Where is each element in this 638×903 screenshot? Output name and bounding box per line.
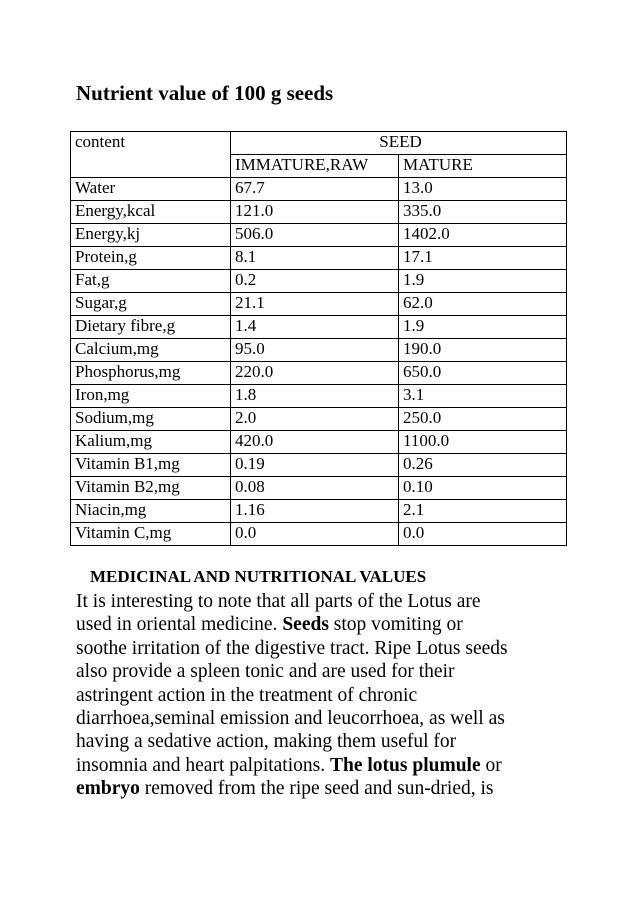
mature-value-cell: 1.9 (399, 316, 567, 339)
nutrient-name-cell: Fat,g (71, 270, 231, 293)
page-title: Nutrient value of 100 g seeds (76, 81, 334, 105)
mature-value-cell: 335.0 (399, 201, 567, 224)
immature-value-cell: 1.8 (231, 385, 399, 408)
nutrient-name-cell: Water (71, 178, 231, 201)
text-span: diarrhoea,seminal emission and leucorrhoea, as well as (76, 708, 505, 730)
mature-value-cell: 0.26 (399, 454, 567, 477)
table-row (71, 408, 567, 431)
immature-value-cell: 121.0 (231, 201, 399, 224)
nutrient-name-cell: Calcium,mg (71, 339, 231, 362)
mature-value-cell: 250.0 (399, 408, 567, 431)
table-row (71, 362, 567, 385)
mature-value-cell: 13.0 (399, 178, 567, 201)
immature-value-cell: 2.0 (231, 408, 399, 431)
immature-value-cell: 420.0 (231, 431, 399, 454)
text-span: astringent action in the treatment of chronic (76, 684, 418, 706)
text-span: having a sedative action, making them useful for (76, 731, 457, 753)
nutrient-name-cell: Vitamin B2,mg (71, 477, 231, 500)
nutrient-name-cell: Energy,kj (71, 224, 231, 247)
table-row (71, 178, 567, 201)
nutrient-name-cell: Sugar,g (71, 293, 231, 316)
table-row (71, 316, 567, 339)
table-row (71, 270, 567, 293)
nutrient-name-cell: Dietary fibre,g (71, 316, 231, 339)
immature-value-cell: 1.4 (231, 316, 399, 339)
mature-value-cell: 62.0 (399, 293, 567, 316)
body-paragraph (76, 590, 546, 801)
table-row (71, 201, 567, 224)
text-span: insomnia and heart palpitations. (76, 754, 330, 776)
table-row (71, 523, 567, 546)
nutrient-name-cell: Sodium,mg (71, 408, 231, 431)
mature-value-cell: 1402.0 (399, 224, 567, 247)
table-row (71, 224, 567, 247)
bold-term: embryo (76, 778, 140, 800)
table-row (71, 385, 567, 408)
nutrient-name-cell: Vitamin B1,mg (71, 454, 231, 477)
paragraph-line (76, 613, 546, 636)
table-row (71, 339, 567, 362)
mature-value-cell: 0.0 (399, 523, 567, 546)
table-row (71, 477, 567, 500)
mature-value-cell: 2.1 (399, 500, 567, 523)
seed-group-header: SEED (231, 132, 567, 155)
mature-value-cell: 17.1 (399, 247, 567, 270)
text-span: soothe irritation of the digestive tract. Ripe Lotus seeds (76, 637, 508, 659)
paragraph-line (76, 777, 546, 800)
immature-value-cell: 0.08 (231, 477, 399, 500)
table-header-row (71, 132, 567, 155)
text-span: removed from the ripe seed and sun-dried, is (139, 778, 494, 800)
immature-value-cell: 8.1 (231, 247, 399, 270)
table-row (71, 293, 567, 316)
immature-value-cell: 220.0 (231, 362, 399, 385)
mature-value-cell: 3.1 (399, 385, 567, 408)
table-row (71, 454, 567, 477)
mature-value-cell: 1100.0 (399, 431, 567, 454)
paragraph-line (76, 730, 546, 753)
mature-value-cell: 650.0 (399, 362, 567, 385)
mature-value-cell: 0.10 (399, 477, 567, 500)
paragraph-line (76, 660, 546, 683)
immature-value-cell: 95.0 (231, 339, 399, 362)
content-column-header: content (71, 132, 231, 178)
immature-value-cell: 506.0 (231, 224, 399, 247)
text-span: also provide a spleen tonic and are used for their (76, 661, 455, 683)
nutrient-name-cell: Kalium,mg (71, 431, 231, 454)
table-row (71, 247, 567, 270)
nutrient-name-cell: Protein,g (71, 247, 231, 270)
nutrient-name-cell: Energy,kcal (71, 201, 231, 224)
immature-value-cell: 0.19 (231, 454, 399, 477)
mature-value-cell: 1.9 (399, 270, 567, 293)
nutrient-name-cell: Vitamin C,mg (71, 523, 231, 546)
immature-value-cell: 0.2 (231, 270, 399, 293)
table-row (71, 500, 567, 523)
mature-column-header: MATURE (399, 155, 567, 178)
text-span: stop vomiting or (328, 614, 463, 636)
text-span: used in oriental medicine. (76, 614, 283, 636)
table-row (71, 431, 567, 454)
bold-term: The lotus plumule (330, 754, 481, 776)
bold-term: Seeds (282, 614, 329, 636)
nutrient-name-cell: Niacin,mg (71, 500, 231, 523)
paragraph-line (76, 590, 546, 613)
nutrient-name-cell: Phosphorus,mg (71, 362, 231, 385)
immature-value-cell: 67.7 (231, 178, 399, 201)
nutrient-name-cell: Iron,mg (71, 385, 231, 408)
text-span: or (480, 754, 502, 776)
text-span: It is interesting to note that all parts of the Lotus are (76, 591, 481, 612)
paragraph-line (76, 684, 546, 707)
immature-value-cell: 1.16 (231, 500, 399, 523)
mature-value-cell: 190.0 (399, 339, 567, 362)
immature-value-cell: 21.1 (231, 293, 399, 316)
paragraph-line (76, 707, 546, 730)
paragraph-line (76, 637, 546, 660)
paragraph-line (76, 754, 546, 777)
section-heading: MEDICINAL AND NUTRITIONAL VALUES (90, 567, 427, 586)
nutrient-table (70, 131, 567, 546)
immature-column-header: IMMATURE,RAW (231, 155, 399, 178)
immature-value-cell: 0.0 (231, 523, 399, 546)
